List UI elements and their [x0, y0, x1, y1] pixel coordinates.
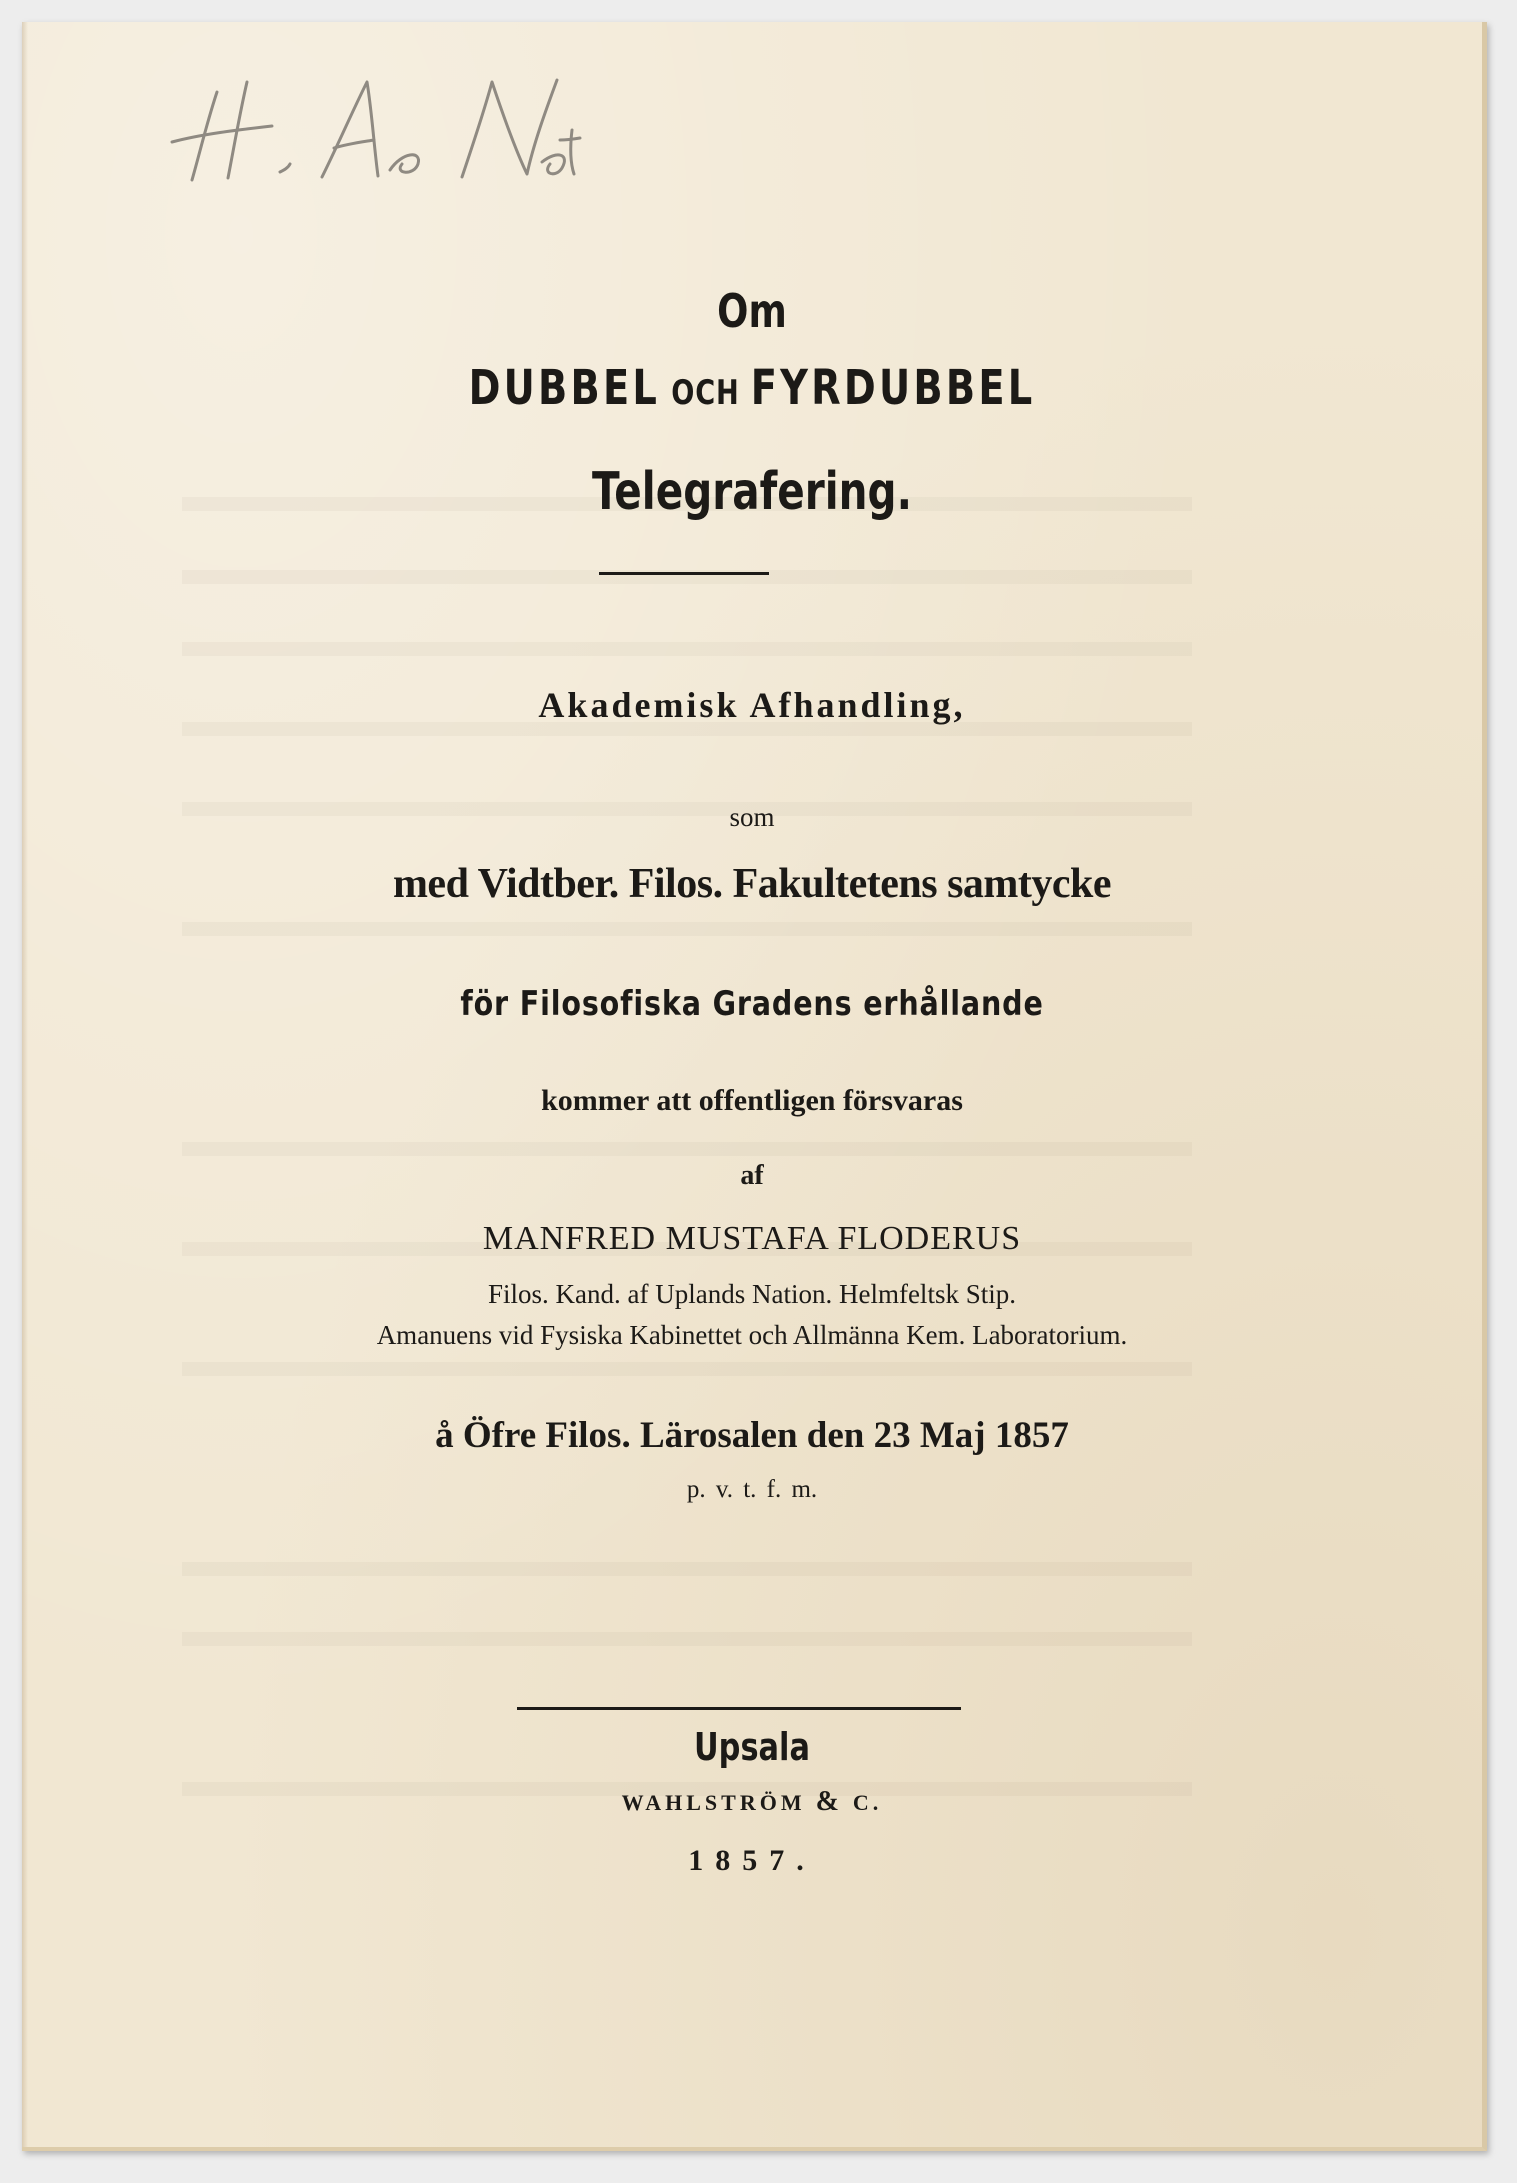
show-through-line — [182, 642, 1192, 656]
divider-rule — [599, 572, 769, 575]
som-text: som — [729, 802, 775, 832]
title-fyrdubbel: FYRDUBBEL — [750, 360, 1036, 416]
divider-rule-bottom — [517, 1707, 961, 1710]
title-line-main — [168, 360, 1336, 416]
printer-ampersand: & — [815, 1786, 843, 1817]
title-line-om: Om — [717, 284, 787, 338]
printer-suffix: C. — [852, 1790, 883, 1815]
subtitle: Akademisk Afhandling, — [538, 685, 966, 725]
title-connector: OCH — [671, 373, 740, 413]
show-through-line — [182, 1142, 1192, 1156]
defense-text: kommer att offentligen försvaras — [541, 1084, 963, 1117]
publisher-city: Upsala — [694, 1725, 810, 1769]
title-dubbel: DUBBEL — [468, 360, 661, 416]
show-through-line — [182, 1562, 1192, 1576]
show-through-line — [182, 1632, 1192, 1646]
handwritten-annotation — [22, 52, 582, 192]
purpose-text: för Filosofiska Gradens erhållande — [460, 984, 1044, 1024]
title-page — [22, 22, 1487, 2151]
af-text: af — [740, 1160, 764, 1191]
time-note: p. v. t. f. m. — [686, 1476, 818, 1503]
consent-text: med Vidtber. Filos. Fakultetens samtycke — [392, 861, 1112, 907]
author-name: MANFRED MUSTAFA FLODERUS — [482, 1220, 1022, 1257]
show-through-line — [182, 1362, 1192, 1376]
printer-name: WAHLSTRÖM — [621, 1790, 806, 1815]
title-line-telegrafering: Telegrafering. — [592, 462, 912, 522]
venue-date: å Öfre Filos. Lärosalen den 23 Maj 1857 — [435, 1415, 1069, 1456]
publisher-printer — [22, 1786, 1482, 1818]
author-credentials: Filos. Kand. af Uplands Nation. Helmfeltsk Stip. — [488, 1279, 1016, 1309]
publication-year: 1857. — [688, 1844, 816, 1877]
show-through-line — [182, 922, 1192, 936]
author-position: Amanuens vid Fysiska Kabinettet och Allmänna Kem. Laboratorium. — [376, 1320, 1128, 1350]
